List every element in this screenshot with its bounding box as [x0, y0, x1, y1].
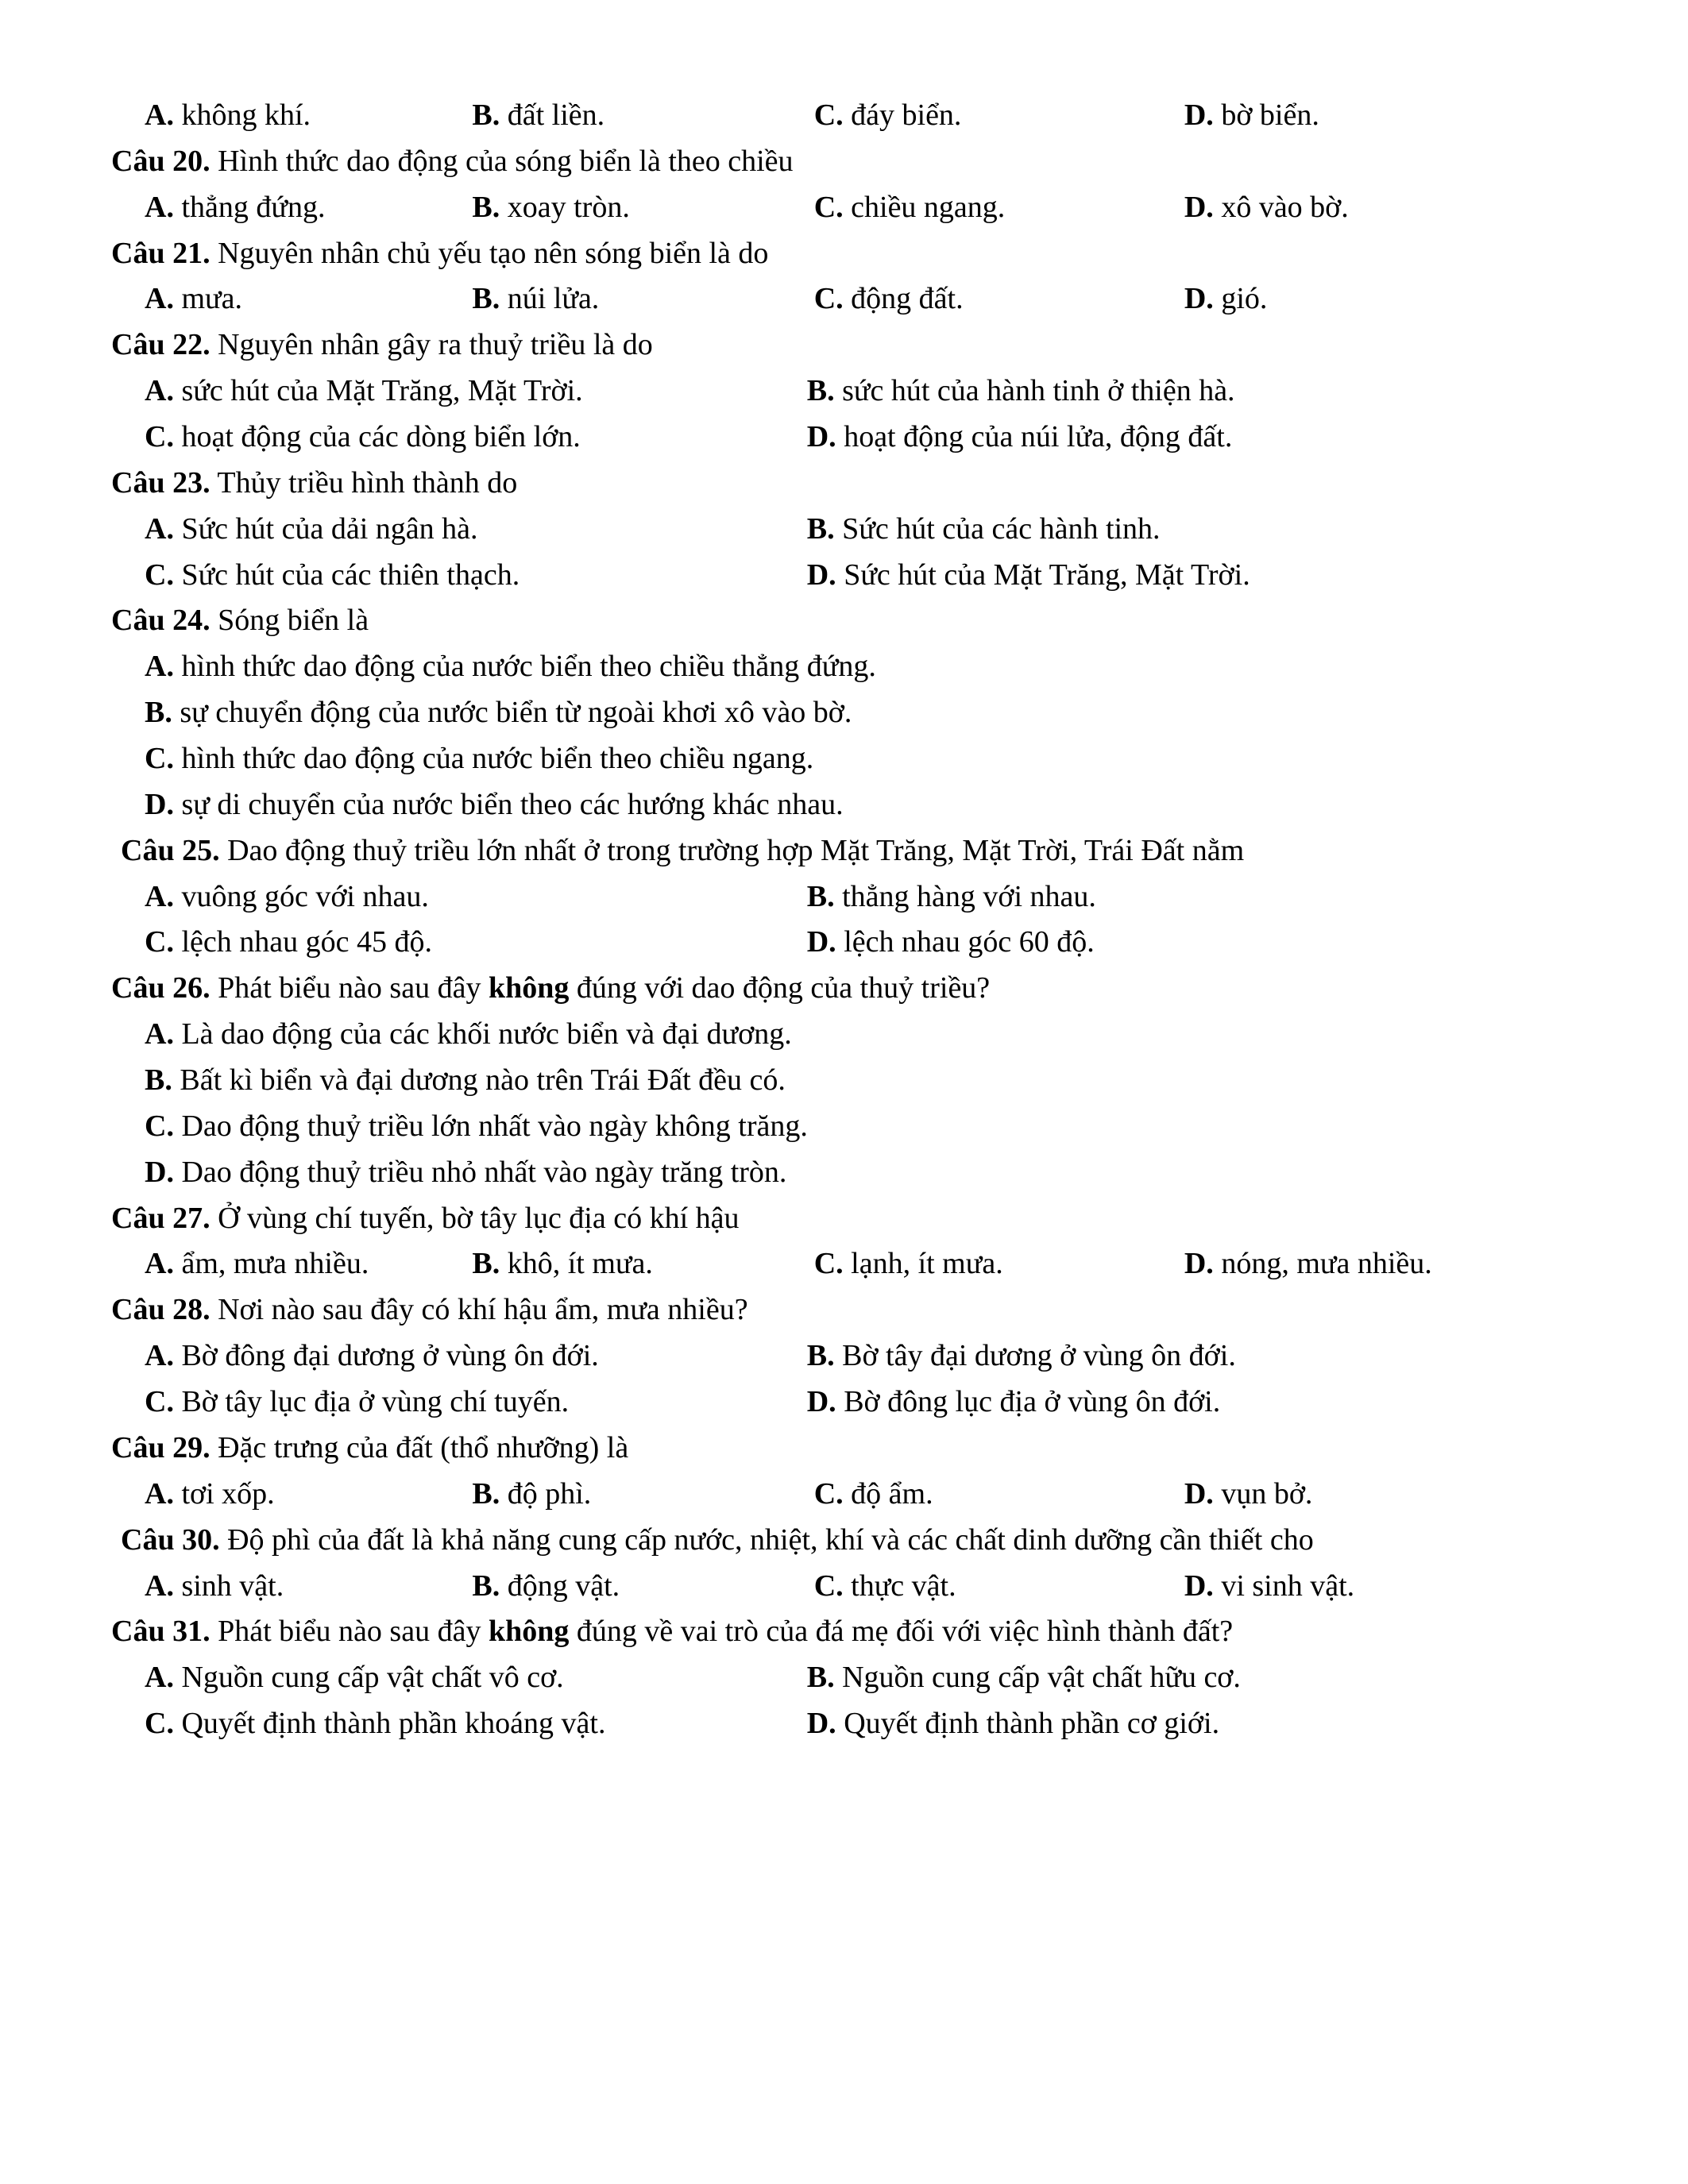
question-stem — [111, 323, 1569, 368]
answer-label: D. — [1184, 98, 1214, 132]
answer-text: lệch nhau góc 60 độ. — [844, 925, 1095, 959]
answer-text: xoay tròn. — [507, 190, 630, 224]
answer-row — [111, 1380, 1569, 1425]
answer-label: B. — [806, 1661, 835, 1695]
answer-label: C. — [813, 1247, 844, 1281]
answer-text: hình thức dao động của nước biển theo chiều thẳng đứng. — [181, 650, 876, 684]
answer-option — [145, 645, 1569, 689]
answer-label: C. — [145, 925, 174, 959]
answer-label: C. — [145, 742, 174, 776]
question-stem — [111, 461, 1569, 506]
answer-text: vuông góc với nhau. — [181, 879, 429, 913]
answer-row — [111, 783, 1569, 828]
question-stem — [111, 140, 1569, 184]
answer-row — [111, 1242, 1569, 1287]
answer-label: D. — [806, 1385, 836, 1419]
answer-option — [145, 507, 807, 552]
answer-label: A. — [145, 650, 174, 684]
question-text: Ở vùng chí tuyến, bờ tây lục địa có khí hậu — [218, 1201, 740, 1235]
answer-text: thực vật. — [851, 1569, 956, 1603]
question-block — [111, 1426, 1569, 1517]
answer-text: sức hút của Mặt Trăng, Mặt Trời. — [181, 374, 583, 408]
answer-option — [145, 369, 807, 414]
question-block — [111, 967, 1569, 1194]
answer-label: C. — [813, 98, 844, 132]
answer-label: D. — [806, 558, 836, 592]
answer-label: A. — [145, 190, 174, 224]
answer-text: Sức hút của Mặt Trăng, Mặt Trời. — [844, 558, 1250, 592]
answer-text: mưa. — [181, 282, 242, 316]
answer-text: không khí. — [181, 98, 311, 132]
answer-label: B. — [145, 696, 172, 730]
answer-label: C. — [813, 1569, 844, 1603]
answer-text: khô, ít mưa. — [507, 1247, 653, 1281]
answer-text: vụn bở. — [1221, 1476, 1313, 1511]
answer-label: C. — [145, 1385, 174, 1419]
answer-text: Bờ tây lục địa ở vùng chí tuyến. — [181, 1385, 570, 1419]
answer-row — [111, 1565, 1569, 1609]
question-text-after: đúng về vai trò của đá mẹ đối với việc hình thành đất? — [569, 1615, 1234, 1649]
answer-text: chiều ngang. — [851, 190, 1006, 224]
answer-row — [111, 1472, 1569, 1517]
answer-label: A. — [145, 282, 174, 316]
question-number: Câu 27. — [111, 1201, 211, 1235]
question-text-before: Phát biểu nào sau đây — [218, 1615, 489, 1649]
question-stem — [111, 1610, 1569, 1654]
answer-label: C. — [145, 1109, 174, 1143]
answer-label: B. — [806, 879, 835, 913]
answer-row — [111, 1105, 1569, 1149]
answer-option — [472, 1565, 813, 1609]
answer-label: A. — [145, 1476, 174, 1511]
answer-label: B. — [472, 1476, 500, 1511]
answer-row — [111, 1702, 1569, 1746]
question-number: Câu 29. — [111, 1430, 211, 1464]
answer-label: A. — [145, 374, 174, 408]
answer-label: C. — [813, 1476, 844, 1511]
answer-option — [814, 1472, 1184, 1517]
answer-text: hoạt động của các dòng biển lớn. — [181, 420, 581, 454]
answer-option — [145, 1380, 807, 1425]
answer-text: Sức hút của dải ngân hà. — [181, 511, 478, 546]
answer-option — [145, 277, 472, 322]
question-number: Câu 22. — [111, 328, 211, 362]
answer-text: Bờ đông đại dương ở vùng ôn đới. — [181, 1339, 599, 1373]
question-emphasis: không — [488, 971, 570, 1005]
answer-option — [145, 1565, 472, 1609]
answer-option — [814, 277, 1184, 322]
question-text-before: Phát biểu nào sau đây — [218, 971, 489, 1005]
answer-text: sinh vật. — [181, 1569, 284, 1603]
answer-label: B. — [472, 1569, 500, 1603]
question-stem — [111, 829, 1569, 874]
question-stem — [111, 1288, 1569, 1333]
question-text: Dao động thuỷ triều lớn nhất ở trong trường hợp Mặt Trăng, Mặt Trời, Trái Đất nằm — [227, 833, 1245, 867]
answer-option — [807, 920, 1569, 965]
answer-option — [145, 1334, 807, 1379]
answer-text: ẩm, mưa nhiều. — [181, 1247, 369, 1281]
answer-option — [807, 369, 1569, 414]
answer-option — [807, 415, 1569, 460]
answer-row — [111, 920, 1569, 965]
answer-text: Sức hút của các hành tinh. — [842, 511, 1161, 546]
answer-text: sự chuyển động của nước biển từ ngoài khơi xô vào bờ. — [180, 696, 852, 730]
answer-label: B. — [472, 282, 500, 316]
answer-text: Nguồn cung cấp vật chất hữu cơ. — [842, 1661, 1241, 1695]
answer-label: A. — [145, 98, 174, 132]
answer-label: C. — [145, 1707, 174, 1741]
answer-option — [1184, 94, 1569, 138]
answer-row — [111, 1013, 1569, 1057]
answer-option — [145, 1105, 1569, 1149]
answer-text: núi lửa. — [507, 282, 600, 316]
answer-option — [145, 1702, 807, 1746]
answer-text: hình thức dao động của nước biển theo chiều ngang. — [181, 742, 814, 776]
answer-option — [472, 277, 813, 322]
question-emphasis: không — [488, 1615, 570, 1649]
question-number: Câu 30. — [121, 1522, 220, 1557]
answer-label: B. — [472, 1247, 500, 1281]
answer-label: C. — [813, 190, 844, 224]
question-stem — [111, 1426, 1569, 1471]
question-number: Câu 24. — [111, 604, 211, 638]
answer-row — [111, 369, 1569, 414]
answer-row — [111, 1334, 1569, 1379]
answer-label: B. — [806, 374, 835, 408]
answer-text: Quyết định thành phần cơ giới. — [844, 1707, 1220, 1741]
question-number: Câu 21. — [111, 236, 211, 270]
answer-option — [145, 737, 1569, 781]
answer-label: D. — [145, 787, 174, 821]
answer-label: B. — [472, 190, 500, 224]
answer-text: sự di chuyển của nước biển theo các hướng khác nhau. — [181, 787, 844, 821]
answer-label: D. — [1184, 1247, 1214, 1281]
answer-row — [111, 875, 1569, 920]
answer-option — [472, 1472, 813, 1517]
answer-label: D. — [806, 925, 836, 959]
question-stem — [111, 1197, 1569, 1241]
answer-option — [807, 875, 1569, 920]
answer-option — [145, 691, 1569, 735]
question-number: Câu 23. — [111, 465, 211, 500]
answer-option — [807, 1380, 1569, 1425]
answer-option — [1184, 186, 1569, 230]
answer-option — [472, 1242, 813, 1287]
answer-text: độ phì. — [507, 1476, 592, 1511]
question-block — [111, 140, 1569, 230]
answer-option — [807, 554, 1569, 598]
answer-text: đất liền. — [507, 98, 605, 132]
question-stem — [111, 1518, 1569, 1563]
answer-row — [111, 554, 1569, 598]
answer-option — [145, 1059, 1569, 1103]
question-number: Câu 31. — [111, 1615, 211, 1649]
question-block — [111, 323, 1569, 460]
answer-text: lạnh, ít mưa. — [851, 1247, 1003, 1281]
answer-text: nóng, mưa nhiều. — [1221, 1247, 1432, 1281]
answer-text: tơi xốp. — [181, 1476, 275, 1511]
answer-row — [111, 1656, 1569, 1700]
answer-option — [1184, 1565, 1569, 1609]
question-stem — [111, 967, 1569, 1011]
answer-label: D. — [1184, 190, 1214, 224]
question-block — [111, 1288, 1569, 1425]
answer-text: thẳng hàng với nhau. — [842, 879, 1096, 913]
question-text: Sóng biển là — [218, 604, 369, 638]
answer-option — [145, 186, 472, 230]
answer-option — [145, 783, 1569, 828]
answer-option — [145, 920, 807, 965]
answer-label: D. — [1184, 1569, 1214, 1603]
answer-text: lệch nhau góc 45 độ. — [181, 925, 432, 959]
answer-text: thẳng đứng. — [181, 190, 326, 224]
answer-text: Là dao động của các khối nước biển và đại dương. — [181, 1017, 792, 1051]
answer-text: vi sinh vật. — [1221, 1569, 1355, 1603]
question-text: Nguyên nhân chủ yếu tạo nên sóng biển là do — [218, 236, 769, 270]
question-text: Độ phì của đất là khả năng cung cấp nước, nhiệt, khí và các chất dinh dưỡng cần thiết cho — [227, 1522, 1314, 1557]
answer-text: độ ẩm. — [851, 1476, 933, 1511]
answer-option — [814, 1565, 1184, 1609]
answer-label: C. — [145, 558, 174, 592]
question-block — [111, 1197, 1569, 1287]
answer-option — [145, 875, 807, 920]
answer-label: D. — [1184, 1476, 1214, 1511]
answer-text: Quyết định thành phần khoáng vật. — [181, 1707, 606, 1741]
answer-text: đáy biển. — [851, 98, 962, 132]
question-number: Câu 26. — [111, 971, 211, 1005]
answer-option — [145, 1242, 472, 1287]
question-text: Hình thức dao động của sóng biển là theo chiều — [218, 144, 794, 178]
answer-label: D. — [1184, 282, 1214, 316]
answer-row — [111, 737, 1569, 781]
answer-text: Sức hút của các thiên thạch. — [181, 558, 520, 592]
answer-text: sức hút của hành tinh ở thiện hà. — [842, 374, 1235, 408]
question-text: Thủy triều hình thành do — [217, 465, 518, 500]
answer-label: A. — [145, 1569, 174, 1603]
answer-row — [111, 691, 1569, 735]
question-number: Câu 20. — [111, 144, 211, 178]
answer-label: B. — [806, 1339, 835, 1373]
answer-label: D. — [145, 1155, 174, 1189]
answer-text: xô vào bờ. — [1221, 190, 1349, 224]
answer-label: C. — [813, 282, 844, 316]
question-block — [111, 1610, 1569, 1746]
answer-option — [145, 1013, 1569, 1057]
question-block — [111, 232, 1569, 322]
question-number: Câu 28. — [111, 1293, 211, 1327]
question-text: Đặc trưng của đất (thổ nhưỡng) là — [218, 1430, 629, 1464]
question-block — [111, 1518, 1569, 1609]
question-block — [111, 829, 1569, 966]
answer-option — [472, 186, 813, 230]
answer-label: B. — [806, 511, 835, 546]
answer-label: D. — [806, 1707, 836, 1741]
answer-label: C. — [145, 420, 174, 454]
answer-option — [807, 1656, 1569, 1700]
question-text: Nguyên nhân gây ra thuỷ triều là do — [218, 328, 653, 362]
question-text: Nơi nào sau đây có khí hậu ẩm, mưa nhiều? — [218, 1293, 748, 1327]
answer-option — [145, 1472, 472, 1517]
answer-row — [111, 94, 1569, 138]
question-block — [111, 461, 1569, 598]
answer-row — [111, 645, 1569, 689]
answer-row — [111, 186, 1569, 230]
answer-label: A. — [145, 1661, 174, 1695]
answer-option — [1184, 277, 1569, 322]
answer-option — [472, 94, 813, 138]
answer-text: bờ biển. — [1221, 98, 1319, 132]
answer-option — [807, 507, 1569, 552]
answer-text: động đất. — [851, 282, 964, 316]
answer-text: động vật. — [507, 1569, 620, 1603]
answer-row — [111, 1151, 1569, 1195]
question-stem — [111, 599, 1569, 643]
answer-row — [111, 507, 1569, 552]
answer-text: Bất kì biển và đại dương nào trên Trái Đất đều có. — [180, 1063, 786, 1098]
answer-label: B. — [145, 1063, 172, 1098]
answer-row — [111, 415, 1569, 460]
answer-label: B. — [472, 98, 500, 132]
answer-option — [807, 1702, 1569, 1746]
answer-label: A. — [145, 1339, 174, 1373]
answer-label: A. — [145, 1247, 174, 1281]
answer-option — [145, 554, 807, 598]
answer-option — [814, 1242, 1184, 1287]
answer-option — [145, 415, 807, 460]
question-number: Câu 25. — [121, 833, 220, 867]
answer-option — [145, 1656, 807, 1700]
answer-option — [145, 1151, 1569, 1195]
answer-text: Nguồn cung cấp vật chất vô cơ. — [181, 1661, 564, 1695]
answer-text: hoạt động của núi lửa, động đất. — [844, 420, 1233, 454]
answer-label: A. — [145, 511, 174, 546]
question-stem — [111, 232, 1569, 276]
answer-text: gió. — [1221, 282, 1268, 316]
answer-option — [145, 94, 472, 138]
answer-text: Dao động thuỷ triều nhỏ nhất vào ngày trăng tròn. — [181, 1155, 787, 1189]
answer-text: Dao động thuỷ triều lớn nhất vào ngày không trăng. — [181, 1109, 808, 1143]
answer-option — [807, 1334, 1569, 1379]
question-text-after: đúng với dao động của thuỷ triều? — [569, 971, 991, 1005]
answer-row — [111, 277, 1569, 322]
answer-option — [1184, 1472, 1569, 1517]
answer-row — [111, 1059, 1569, 1103]
answer-label: A. — [145, 879, 174, 913]
answer-option — [814, 94, 1184, 138]
question-block — [111, 599, 1569, 827]
answer-option — [814, 186, 1184, 230]
answer-text: Bờ tây đại dương ở vùng ôn đới. — [842, 1339, 1236, 1373]
answer-option — [1184, 1242, 1569, 1287]
answer-label: D. — [806, 420, 836, 454]
answer-label: A. — [145, 1017, 174, 1051]
answer-text: Bờ đông lục địa ở vùng ôn đới. — [844, 1385, 1221, 1419]
